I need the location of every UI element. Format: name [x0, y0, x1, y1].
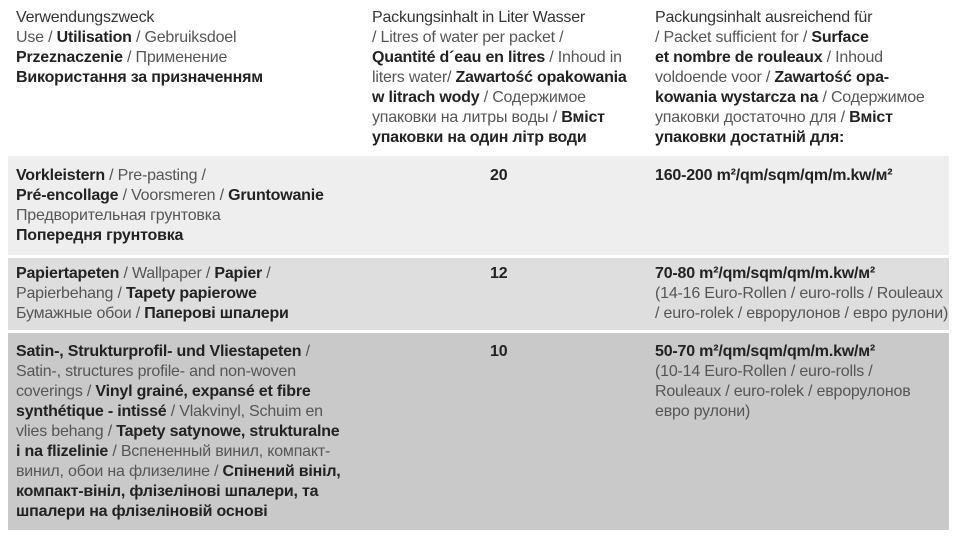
text-line [372, 28, 627, 48]
text-line [372, 68, 627, 88]
text-segment: евро рулони) [655, 403, 751, 420]
text-segment: / Вспененный винил, компакт- [108, 443, 331, 460]
text-line [655, 382, 911, 402]
text-segment: Rouleaux / euro-rolek / еврорулонов [655, 383, 911, 400]
text-line [372, 88, 627, 108]
text-segment: Packungsinhalt in Liter Wasser [372, 9, 586, 26]
text-line [655, 362, 911, 382]
text-segment: Utilisation [56, 29, 132, 46]
text-segment: Use / [16, 29, 57, 46]
header-litres [372, 8, 627, 148]
text-segment: Papiertapeten [16, 265, 120, 282]
text-line [16, 284, 289, 304]
text-segment: Vorkleistern [16, 167, 105, 184]
text-segment: Використання за призначенням [16, 69, 263, 86]
text-line [655, 8, 925, 28]
cell-litres: 12 [490, 265, 508, 282]
text-segment: et nombre de rouleaux [655, 49, 823, 66]
text-segment: Спінений вініл, [222, 463, 341, 480]
text-line [372, 108, 627, 128]
cell-litres: 10 [490, 343, 508, 360]
text-segment: synthétique - intissé [16, 403, 167, 420]
text-segment: компакт-вініл, флізелінові шпалери, та [16, 483, 319, 500]
text-segment: Vinyl grainé, expansé et fibre [95, 383, 311, 400]
text-segment: винил, обои на флизелине / [16, 463, 223, 480]
text-segment: (10-14 Euro-Rollen / euro-rolls / [655, 363, 873, 380]
text-line [655, 28, 925, 48]
table-row-pre-pasting [8, 156, 949, 255]
text-segment: / Gebruiksdoel [131, 29, 237, 46]
text-segment: шпалери на флізеліновій основі [16, 503, 268, 520]
text-segment: Przeznaczenie [16, 49, 123, 66]
text-segment: / Litres of water per packet / [372, 29, 564, 46]
text-line [16, 226, 324, 246]
text-segment: / Packet sufficient for / [655, 29, 812, 46]
table-row-paper-wallpaper [8, 258, 949, 330]
text-line [16, 342, 341, 362]
cell-use [16, 166, 324, 246]
text-segment: 50-70 m²/qm/sqm/qm/m.kw/м² [655, 343, 876, 360]
text-segment: Gruntowanie [228, 187, 324, 204]
text-segment: Quantité d´eau en litres [372, 49, 546, 66]
header-use [16, 8, 263, 88]
text-segment: / [262, 265, 271, 282]
text-segment: / Inhoud [822, 49, 883, 66]
text-line [16, 28, 263, 48]
text-line [655, 402, 911, 422]
text-line [16, 422, 341, 442]
cell-use [16, 342, 341, 522]
text-line [655, 166, 892, 186]
text-line [16, 402, 341, 422]
cell-coverage [655, 342, 911, 422]
text-line [16, 8, 263, 28]
text-line [655, 284, 948, 304]
cell-coverage [655, 166, 892, 186]
text-segment: voldoende voor / [655, 69, 775, 86]
text-line [16, 304, 289, 324]
text-line [16, 186, 324, 206]
text-segment: / euro-rolek / еврорулонов / евро рулони) [655, 305, 949, 322]
text-line [655, 88, 925, 108]
text-segment: (14-16 Euro-Rollen / euro-rolls / Rouleaux [655, 285, 943, 302]
text-segment: kowania wystarcza na [655, 89, 819, 106]
text-line [372, 8, 627, 28]
text-line [655, 108, 925, 128]
text-segment: Предворительная грунтовка [16, 207, 221, 224]
text-line [16, 462, 341, 482]
text-segment: 160-200 m²/qm/sqm/qm/m.kw/м² [655, 167, 893, 184]
text-segment: Satin-, structures profile- and non-woven [16, 363, 296, 380]
text-segment: Papier [214, 265, 263, 282]
text-segment: упаковки на литры воды / [372, 109, 562, 126]
cell-litres: 20 [490, 167, 508, 184]
text-segment: упаковки достаточно для / [655, 109, 850, 126]
cell-coverage [655, 264, 948, 324]
text-segment: / Pre-pasting / [104, 167, 206, 184]
text-line [16, 382, 341, 402]
text-line [655, 304, 948, 324]
text-segment: Packungsinhalt ausreichend für [655, 9, 873, 26]
text-line [655, 264, 948, 284]
text-line [16, 206, 324, 226]
table-row-vinyl-wallpaper [8, 333, 949, 530]
text-segment: / Voorsmeren / [118, 187, 229, 204]
text-segment: liters water/ [372, 69, 456, 86]
text-line [655, 68, 925, 88]
text-segment: Satin-, Strukturprofil- und Vliestapeten [16, 343, 302, 360]
text-line [655, 128, 925, 148]
text-line [16, 482, 341, 502]
text-segment: w litrach wody [372, 89, 480, 106]
text-segment: Вміст [561, 109, 605, 126]
table-header [8, 8, 949, 153]
text-segment: / Применение [122, 49, 228, 66]
text-line [16, 362, 341, 382]
text-line [16, 68, 263, 88]
text-segment: Papierbehang / [16, 285, 126, 302]
text-line [655, 48, 925, 68]
cell-use [16, 264, 289, 324]
header-coverage [655, 8, 925, 148]
text-segment: / Inhoud in [545, 49, 622, 66]
text-segment: упаковки достатній для: [655, 129, 845, 146]
text-segment: Бумажные обои / [16, 305, 145, 322]
text-segment: Zawartość opakowania [455, 69, 627, 86]
text-segment: / Содержимое [818, 89, 925, 106]
text-segment: / Wallpaper / [119, 265, 215, 282]
text-line [16, 442, 341, 462]
text-segment: упаковки на один літр води [372, 129, 587, 146]
text-line [16, 502, 341, 522]
text-segment: Verwendungszweck [16, 9, 155, 26]
text-line [372, 128, 627, 148]
text-line [16, 166, 324, 186]
text-segment: Вміст [849, 109, 893, 126]
text-segment: / Vlakvinyl, Schuim en [166, 403, 323, 420]
text-segment: Pré-encollage [16, 187, 119, 204]
text-segment: Surface [811, 29, 869, 46]
text-line [16, 264, 289, 284]
text-segment: Паперові шпалери [144, 305, 289, 322]
text-segment: Попередня грунтовка [16, 227, 184, 244]
text-segment: vlies behang / [16, 423, 117, 440]
text-line [16, 48, 263, 68]
text-segment: coverings / [16, 383, 96, 400]
text-line [372, 48, 627, 68]
text-segment: 70-80 m²/qm/sqm/qm/m.kw/м² [655, 265, 876, 282]
text-line [655, 342, 911, 362]
text-segment: / Содержимое [479, 89, 586, 106]
text-segment: i na flizelinie [16, 443, 109, 460]
text-segment: Zawartość opa- [774, 69, 889, 86]
text-segment: / [301, 343, 310, 360]
text-segment: Tapety papierowe [125, 285, 257, 302]
text-segment: Tapety satynowe, strukturalne [116, 423, 340, 440]
